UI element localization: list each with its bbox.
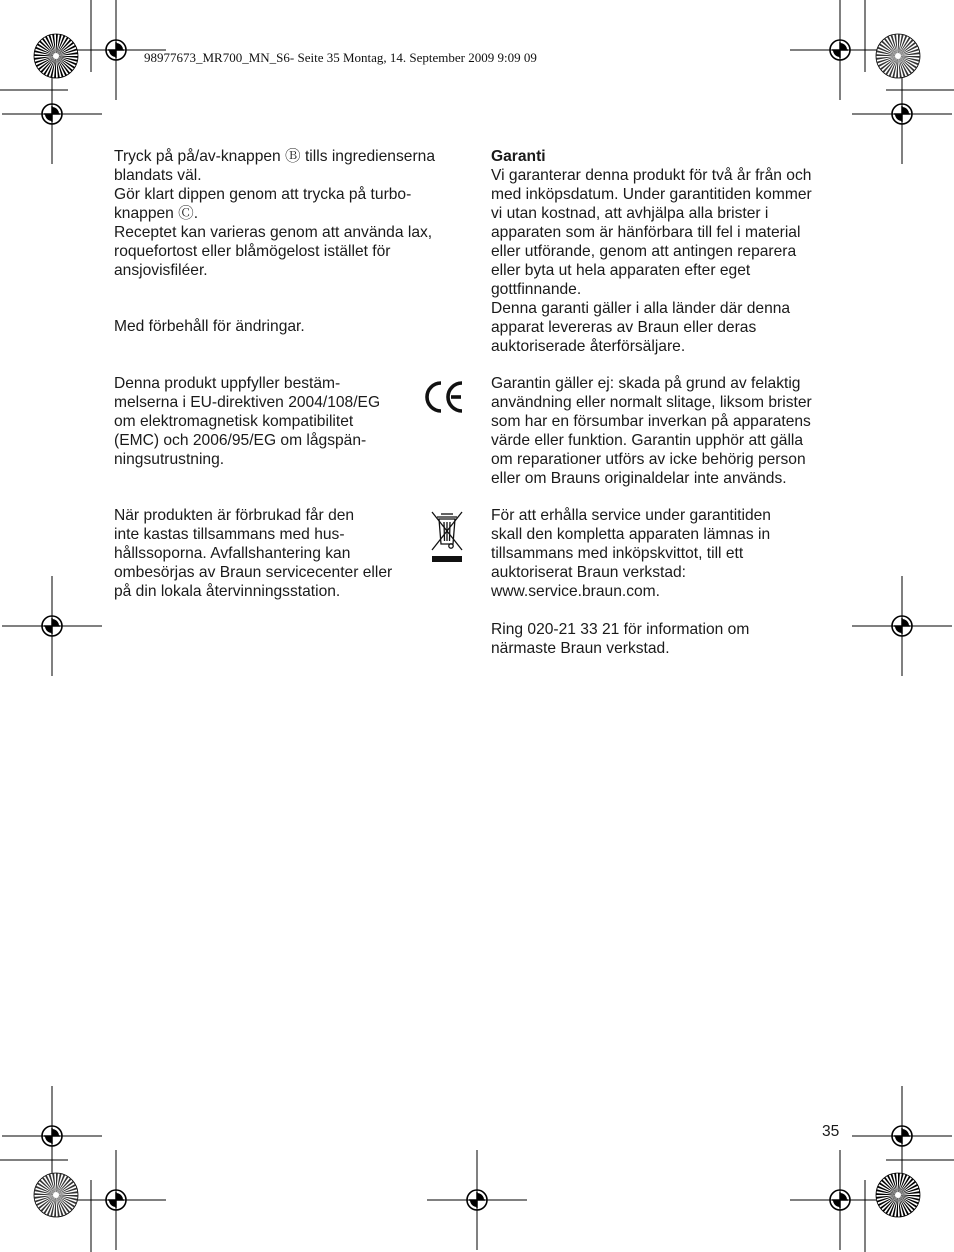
left-recipe-block — [114, 147, 474, 280]
text-line: värde eller funktion. Garantin upphör att gälla — [491, 432, 804, 449]
reservation-note — [114, 317, 474, 336]
service-block — [491, 506, 851, 601]
text-line: ombesörjas av Braun servicecenter eller — [114, 564, 393, 581]
registration-crosshair-icon — [852, 64, 952, 164]
text-line: närmaste Braun verkstad. — [491, 640, 670, 657]
text-line: auktoriserade återförsäljare. — [491, 338, 686, 355]
text-line: Receptet kan varieras genom att använda lax, — [114, 224, 433, 241]
text-line: inte kastas tillsammans med hus- — [114, 526, 345, 543]
print-header: 98977673_MR700_MN_S6- Seite 35 Montag, 14. September 2009 9:09 09 — [144, 50, 537, 65]
text-line: användning eller normalt slitage, liksom brister — [491, 394, 812, 411]
text-line: som har en försumbar inverkan på apparatens — [491, 413, 811, 430]
registration-crosshair-icon — [66, 1150, 166, 1250]
registration-crosshair-icon — [852, 1086, 952, 1186]
text-line: Tryck på på/av-knappen Ⓑ tills ingredienserna — [114, 148, 435, 165]
disposal-block — [114, 506, 424, 601]
page-number: 35 — [822, 1123, 840, 1140]
text-line: på din lokala återvinningsstation. — [114, 583, 341, 600]
text-line: ansjovisfiléer. — [114, 262, 208, 279]
text-line: Denna produkt uppfyller bestäm- — [114, 375, 341, 392]
text-line: hållssoporna. Avfallshantering kan — [114, 545, 351, 562]
registration-crosshair-icon — [852, 576, 952, 676]
text-line: Ring 020-21 33 21 för information om — [491, 621, 750, 638]
text-line: För att erhålla service under garantitiden — [491, 507, 771, 524]
printer-starburst-icon — [876, 1173, 920, 1217]
text-line: gottfinnande. — [491, 281, 582, 298]
text-line: Vi garanterar denna produkt för två år från och — [491, 167, 812, 184]
text-line: Med förbehåll för ändringar. — [114, 318, 305, 335]
registration-crosshair-icon — [790, 0, 890, 100]
text-line: eller byta ut hela apparaten efter eget — [491, 262, 751, 279]
text-line: (EMC) och 2006/95/EG om lågspän- — [114, 432, 367, 449]
printer-starburst-icon — [876, 34, 920, 78]
printer-starburst-icon — [34, 1173, 78, 1217]
registration-crosshair-icon — [2, 64, 102, 164]
crossed-out-wheelie-bin-icon — [428, 510, 466, 564]
text-line: ningsutrustning. — [114, 451, 225, 468]
text-line: vi utan kostnad, att avhjälpa alla brister i — [491, 205, 769, 222]
text-line: När produkten är förbrukad får den — [114, 507, 355, 524]
text-line: auktoriserat Braun verkstad: — [491, 564, 687, 581]
text-line: roquefortost eller blåmögelost istället för — [114, 243, 391, 260]
text-line: blandats väl. — [114, 167, 202, 184]
text-line: Gör klart dippen genom att trycka på turbo- — [114, 186, 412, 203]
service-url: www.service.braun.com. — [491, 583, 660, 600]
text-line: skall den kompletta apparaten lämnas in — [491, 526, 771, 543]
warranty-exclusions-block — [491, 374, 851, 488]
ce-compliance-block — [114, 374, 414, 469]
text-line: melserna i EU-direktiven 2004/108/EG — [114, 394, 381, 411]
warranty-heading: Garanti — [491, 148, 546, 165]
registration-crosshair-icon — [427, 1150, 527, 1250]
text-line: med inköpsdatum. Under garantitiden kommer — [491, 186, 812, 203]
phone-info-block — [491, 620, 851, 658]
registration-crosshair-icon — [2, 576, 102, 676]
text-line: apparaten som är hänförbara till fel i material — [491, 224, 801, 241]
text-line: eller om Brauns originaldelar inte används. — [491, 470, 787, 487]
ce-mark-icon — [424, 379, 466, 415]
text-line: knappen Ⓒ. — [114, 205, 199, 222]
text-line: tillsammans med inköpskvittot, till ett — [491, 545, 744, 562]
text-line: apparat levereras av Braun eller deras — [491, 319, 757, 336]
registration-crosshair-icon — [790, 1150, 890, 1250]
printer-starburst-icon — [34, 34, 78, 78]
text-line: om reparationer utförs av icke behörig person — [491, 451, 806, 468]
text-line: om elektromagnetisk kompatibilitet — [114, 413, 354, 430]
text-line: Garantin gäller ej: skada på grund av felaktig — [491, 375, 801, 392]
text-line: eller utförande, genom att antingen reparera — [491, 243, 797, 260]
registration-crosshair-icon — [2, 1086, 102, 1186]
text-line: Denna garanti gäller i alla länder där denna — [491, 300, 791, 317]
warranty-block — [491, 147, 851, 356]
